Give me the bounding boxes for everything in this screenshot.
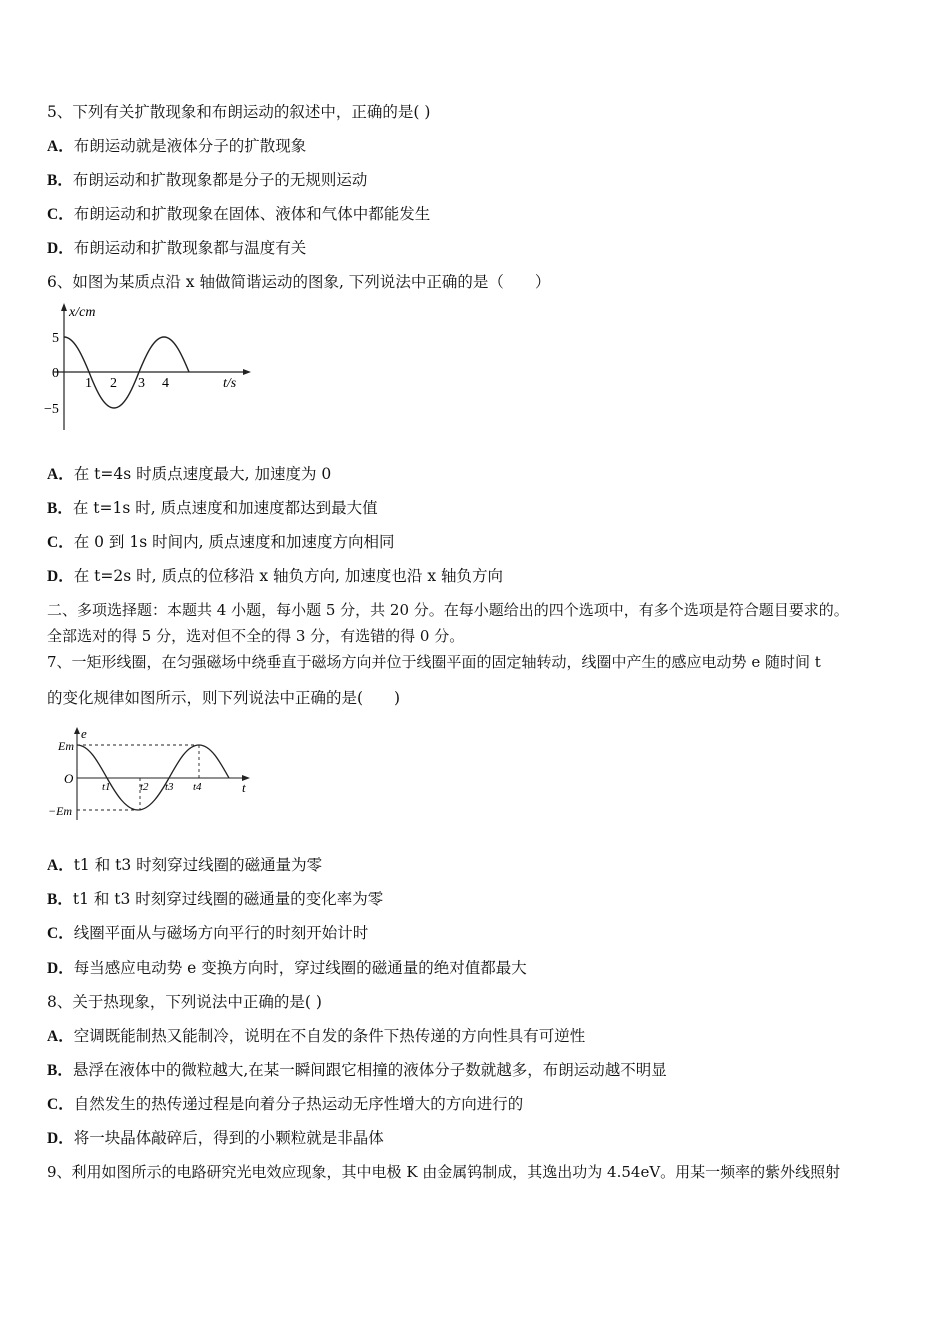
q8-option-b: B．悬浮在液体中的微粒越大,在某一瞬间跟它相撞的液体分子数就越多，布朗运动越不明显 (47, 1061, 667, 1079)
q7-option-b: B．t1 和 t3 时刻穿过线圈的磁通量的变化率为零 (47, 890, 384, 908)
q6-y-tick-0: 0 (52, 366, 59, 381)
q6-y-arrow (61, 303, 67, 311)
q6-stem: 6、如图为某质点沿 x 轴做简谐运动的图象, 下列说法中正确的是（ ） (47, 273, 551, 291)
q7-y-label: e (81, 726, 87, 741)
q5-option-d: D．布朗运动和扩散现象都与温度有关 (47, 239, 307, 257)
q7-emf-graph (44, 724, 259, 824)
q7-y-tick-em: Em (58, 739, 74, 753)
q6-x-label: t/s (223, 376, 237, 391)
q8-option-c: C．自然发生的热传递过程是向着分子热运动无序性增大的方向进行的 (47, 1095, 524, 1113)
q6-x-tick-1: 1 (85, 376, 92, 391)
q8-option-d: D．将一块晶体敲碎后，得到的小颗粒就是非晶体 (47, 1129, 384, 1147)
q7-x-tick-t4: t4 (193, 781, 202, 793)
q5-stem: 5、下列有关扩散现象和布朗运动的叙述中，正确的是( ) (47, 103, 431, 121)
q6-y-tick-neg5: −5 (44, 402, 59, 417)
q7-x-tick-t3: t3 (165, 781, 174, 793)
q5-option-c: C．布朗运动和扩散现象在固体、液体和气体中都能发生 (47, 205, 431, 223)
q7-stem-line1: 7、一矩形线圈，在匀强磁场中绕垂直于磁场方向并位于线圈平面的固定轴转动，线圈中产生的感应电动势 e 随时间 t (47, 653, 821, 671)
q7-option-a: A．t1 和 t3 时刻穿过线圈的磁通量为零 (47, 856, 323, 874)
q7-x-tick-t1: t1 (102, 781, 111, 793)
q6-y-tick-5: 5 (52, 331, 59, 346)
q8-stem: 8、关于热现象，下列说法中正确的是( ) (47, 993, 322, 1011)
section2-scoring: 全部选对的得 5 分，选对但不全的得 3 分，有选错的得 0 分。 (47, 627, 465, 645)
q6-x-tick-4: 4 (162, 376, 169, 391)
q5-option-a: A．布朗运动就是液体分子的扩散现象 (47, 137, 307, 155)
q6-shm-graph (40, 300, 255, 435)
q6-option-a: A．在 t=4s 时质点速度最大, 加速度为 0 (47, 465, 332, 483)
q6-y-label: x/cm (69, 305, 96, 320)
section2-heading: 二、多项选择题：本题共 4 小题，每小题 5 分，共 20 分。在每小题给出的四个选项中，有多个选项是符合题目要求的。 (47, 601, 849, 619)
q7-y-tick-neg-em: −Em (48, 804, 73, 818)
q7-y-tick-o: O (64, 771, 74, 786)
q6-option-c: C．在 0 到 1s 时间内, 质点速度和加速度方向相同 (47, 533, 395, 551)
q6-x-tick-2: 2 (110, 376, 117, 391)
q7-option-c: C．线圈平面从与磁场方向平行的时刻开始计时 (47, 924, 369, 942)
q6-option-b: B．在 t=1s 时, 质点速度和加速度都达到最大值 (47, 499, 378, 517)
q7-x-tick-t2: t2 (140, 781, 149, 793)
q7-y-arrow (74, 727, 80, 734)
q8-option-a: A．空调既能制热又能制冷，说明在不自发的条件下热传递的方向性具有可逆性 (47, 1027, 586, 1045)
q7-option-d: D．每当感应电动势 e 变换方向时，穿过线圈的磁通量的绝对值都最大 (47, 959, 527, 977)
q6-option-d: D．在 t=2s 时, 质点的位移沿 x 轴负方向, 加速度也沿 x 轴负方向 (47, 567, 503, 585)
q5-option-b: B．布朗运动和扩散现象都是分子的无规则运动 (47, 171, 368, 189)
q7-stem-line2: 的变化规律如图所示，则下列说法中正确的是( ) (47, 689, 401, 707)
q9-stem: 9、利用如图所示的电路研究光电效应现象，其中电极 K 由金属钨制成，其逸出功为 4.54eV。用某一频率的紫外线照射 (47, 1163, 841, 1181)
q7-x-label: t (242, 780, 246, 795)
q6-x-tick-3: 3 (138, 376, 145, 391)
q6-x-arrow (243, 369, 251, 375)
